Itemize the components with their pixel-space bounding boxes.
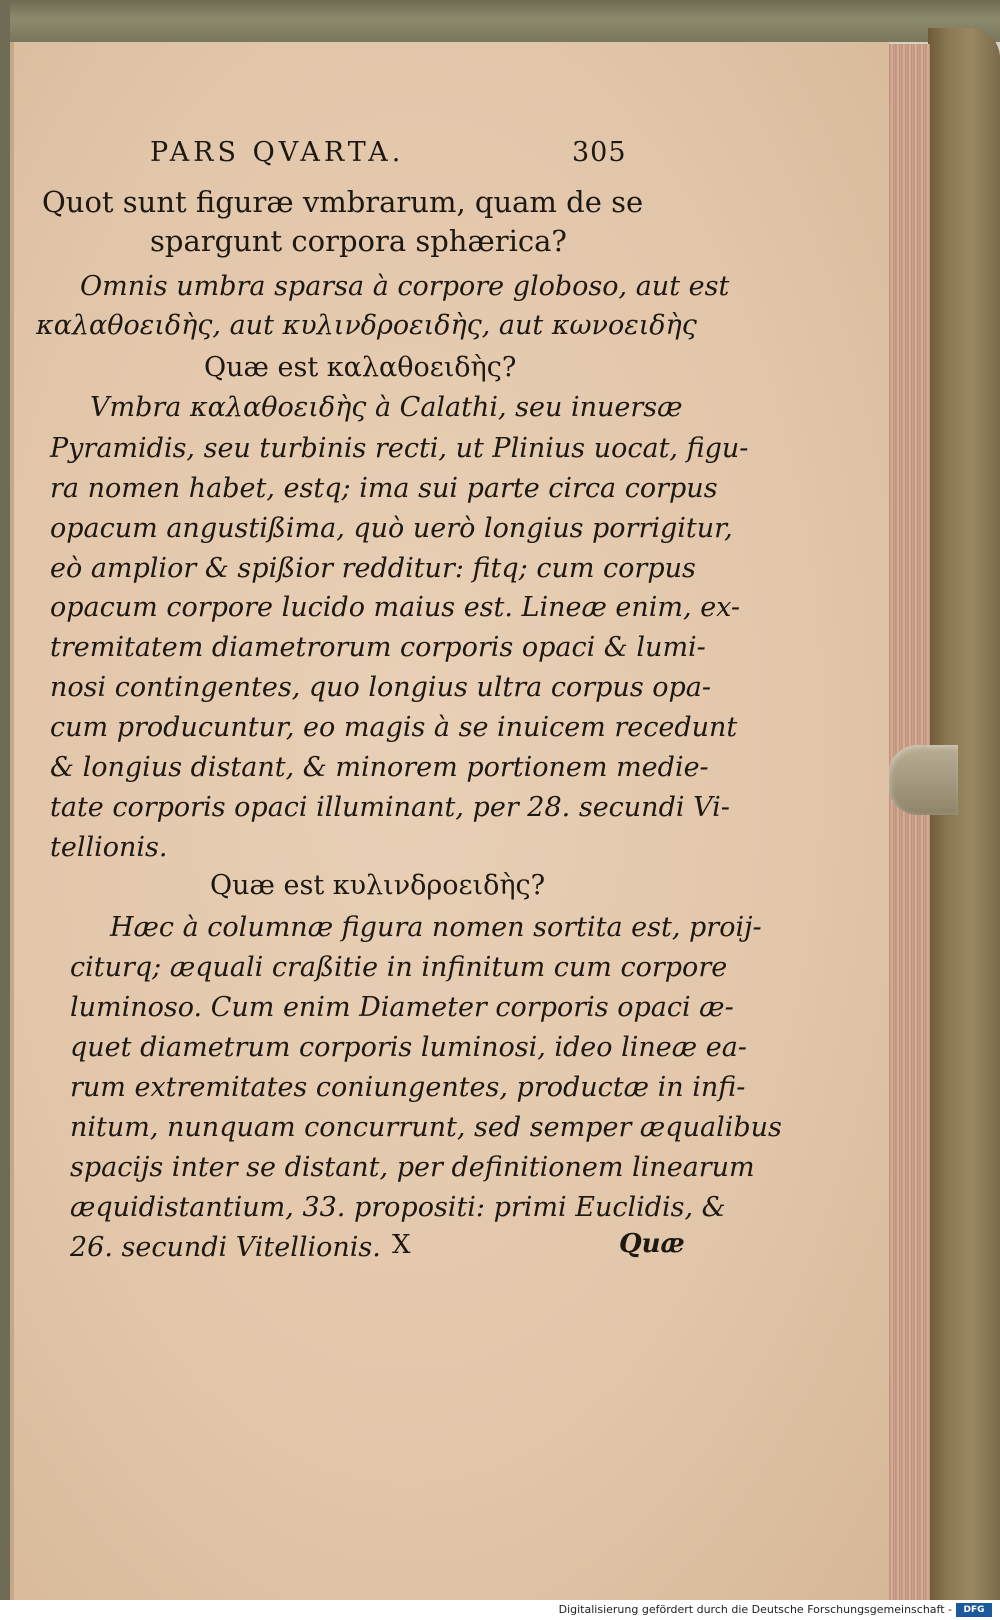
text-line: nosi contingentes, quo longius ultra corpus opa-	[50, 672, 712, 703]
text-line: nitum, nunquam concurrunt, sed semper æqualibus	[70, 1112, 782, 1143]
text-line: æquidistantium, 33. propositi: primi Euclidis, &	[70, 1192, 726, 1223]
dfg-logo: DFG	[956, 1603, 992, 1617]
text-line: καλαθοειδὴς, aut κυλινδροειδὴς, aut κωνοειδὴς	[36, 310, 697, 341]
book-board-left	[0, 0, 10, 1600]
text-line: tate corporis opaci illuminant, per 28. secundi Vi-	[50, 792, 730, 823]
text-line: citurq; æquali craßitie in infinitum cum corpore	[70, 952, 728, 983]
text-line: Vmbra καλαθοειδὴς à Calathi, seu inuersæ	[90, 392, 683, 423]
text-line: tellionis.	[50, 832, 168, 863]
text-line: opacum corpore lucido maius est. Lineæ enim, ex-	[50, 592, 741, 623]
footer-bar	[0, 1600, 1000, 1620]
question-heading: Quæ est καλαθοειδὴς?	[204, 352, 517, 383]
page-fore-edge	[882, 44, 930, 1600]
text-line: ra nomen habet, estq; ima sui parte circa corpus	[50, 473, 718, 504]
running-head	[150, 137, 750, 177]
text-line: luminoso. Cum enim Diameter corporis opaci æ-	[70, 992, 734, 1023]
text-line: 26. secundi Vitellionis.	[70, 1232, 381, 1263]
book-board-top	[0, 0, 1000, 42]
footer-credit: Digitalisierung gefördert durch die Deutsche Forschungsgemeinschaft -	[558, 1603, 952, 1616]
text-line: Pyramidis, seu turbinis recti, ut Plinius uocat, figu-	[50, 433, 749, 464]
running-head-title: PARS QVARTA.	[150, 137, 405, 168]
page-text	[14, 42, 889, 1600]
question-heading: Quot sunt figuræ vmbrarum, quam de se	[42, 185, 644, 219]
page-number: 305	[572, 137, 627, 168]
book-page	[10, 42, 889, 1600]
text-line: opacum angustißima, quò uerò longius porrigitur,	[50, 513, 733, 544]
catchword: Quæ	[619, 1229, 685, 1259]
text-line: rum extremitates coniungentes, productæ in infi-	[70, 1072, 746, 1103]
text-line: eò amplior & spißior redditur: fitq; cum corpus	[50, 553, 696, 584]
text-line: Omnis umbra sparsa à corpore globoso, aut est	[80, 271, 730, 302]
question-heading: Quæ est κυλινδροειδὴς?	[210, 870, 546, 901]
book-clasp	[888, 745, 958, 815]
signature-mark: X	[392, 1230, 411, 1260]
text-line: & longius distant, & minorem portionem medie-	[50, 752, 709, 783]
question-heading: spargunt corpora sphærica?	[150, 224, 567, 258]
text-line: quet diametrum corporis luminosi, ideo lineæ ea-	[70, 1032, 747, 1063]
text-line: cum producuntur, eo magis à se inuicem recedunt	[50, 712, 738, 743]
text-line: spacijs inter se distant, per definitionem linearum	[70, 1152, 755, 1183]
text-line: tremitatem diametrorum corporis opaci & lumi-	[50, 632, 706, 663]
text-line: Hæc à columnæ figura nomen sortita est, proij-	[110, 912, 762, 943]
